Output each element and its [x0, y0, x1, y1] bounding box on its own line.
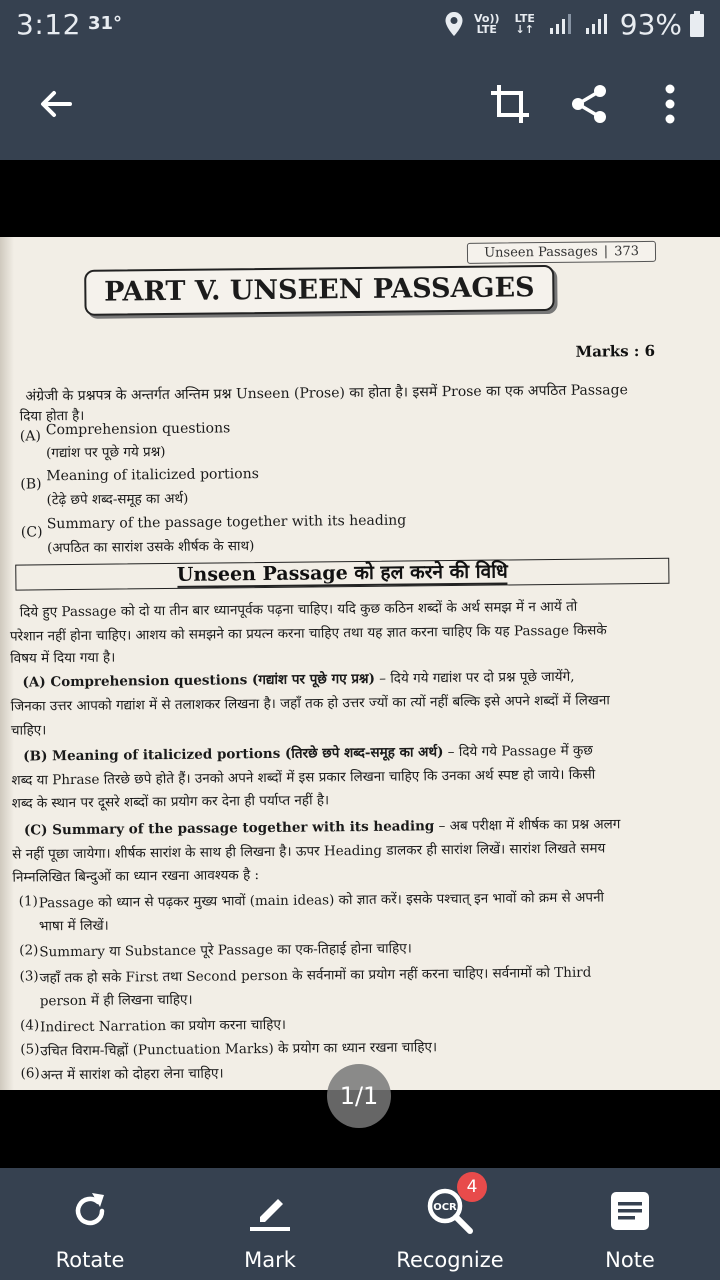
- item-a-english: Comprehension questions: [45, 420, 231, 439]
- point-2-num: (2): [19, 942, 39, 959]
- section-b-line-1: [23, 741, 593, 765]
- section-c-title: (C) Summary of the passage together with its heading: [23, 818, 435, 839]
- status-time: 3:12: [16, 8, 81, 41]
- section-b-title: (B) Meaning of italicized portions (तिरछे छपे शब्द-समूह का अर्थ): [23, 744, 444, 765]
- more-vertical-icon: [664, 84, 676, 124]
- point-3-line-2: person में ही लिखना चाहिए।: [39, 991, 193, 1010]
- running-head-title: Unseen Passages: [484, 244, 598, 261]
- item-b-hindi: (टेढ़े छपे शब्द-समूह का अर्थ): [46, 490, 189, 509]
- back-button[interactable]: [28, 76, 84, 132]
- para1-line-2: परेशान नहीं होना चाहिए। आशय को समझने का प्रयत्न करना चाहिए तथा यह ज्ञात करना चाहिए कि यह Passage किसके: [9, 622, 607, 645]
- network-type-left: Vo)) LTE: [474, 12, 500, 36]
- document-page: [0, 237, 720, 1090]
- section-a-line-1: [22, 667, 574, 691]
- para1-line-3: विषय में दिया गया है।: [10, 649, 116, 667]
- recognize-button[interactable]: [360, 1168, 540, 1280]
- point-6-num: (6): [20, 1065, 40, 1082]
- section-c-line-2: से नहीं पूछा जायेगा। शीर्षक सारांश के साथ ही लिखना है। ऊपर Heading डालकर ही सारांश लिखें। सारांश लिखते समय: [12, 840, 606, 863]
- section-b-text: – दिये गये Passage में कुछ: [443, 742, 593, 761]
- item-c-hindi: (अपठित का सारांश उसके शीर्षक के साथ): [46, 538, 255, 557]
- mark-button[interactable]: [180, 1168, 360, 1280]
- section-c-line-3: निम्नलिखित बिन्दुओं का ध्यान रखना आवश्यक है :: [12, 867, 260, 886]
- svg-text:OCR: OCR: [433, 1202, 457, 1213]
- marks-label: Marks : 6: [575, 341, 656, 361]
- point-3-num: (3): [19, 968, 39, 985]
- status-temperature: 31°: [88, 13, 123, 34]
- point-2-line-1: Summary या Substance पूरे Passage का एक-तिहाई होना चाहिए।: [39, 940, 412, 961]
- section-b-line-2: शब्द या Phrase तिरछे छपे होते हैं। उनको अपने शब्दों में इस प्रकार लिखना चाहिए कि उनका अर्थ स्पष्ट हो जाये। किसी: [11, 766, 596, 789]
- location-icon: [444, 11, 464, 37]
- bottom-toolbar: [0, 1168, 720, 1280]
- intro-line-2: दिया होता है।: [19, 407, 85, 425]
- point-5-line-1: उचित विराम-चिह्नों (Punctuation Marks) के प्रयोग का ध्यान रखना चाहिए।: [40, 1039, 438, 1060]
- item-b-english: Meaning of italicized portions: [46, 466, 259, 485]
- page-number: 373: [614, 244, 640, 260]
- para1-line-1: दिये हुए Passage को दो या तीन बार ध्यानपूर्वक पढ़ना चाहिए। यदि कुछ कठिन शब्दों के अर्थ समझ में न आयें तो: [19, 598, 578, 621]
- section-a-text: – दिये गये गद्यांश पर दो प्रश्न पूछे जायेंगे,: [374, 668, 575, 687]
- section-b-line-3: शब्द के स्थान पर दूसरे शब्दों का प्रयोग कर देना ही पर्याप्त नहीं है।: [11, 792, 330, 812]
- share-button[interactable]: [561, 76, 617, 132]
- more-menu-button[interactable]: [642, 76, 698, 132]
- section-c-line-1: [24, 814, 621, 838]
- page-indicator: 1/1: [327, 1064, 391, 1128]
- point-4-line-1: Indirect Narration का प्रयोग करना चाहिए।: [39, 1016, 287, 1036]
- method-heading-box: [15, 558, 669, 591]
- rotate-label: Rotate: [55, 1248, 125, 1272]
- item-a-marker: (A): [19, 428, 42, 445]
- signal-icon: [548, 13, 576, 35]
- share-icon: [569, 84, 609, 124]
- section-a-line-3: चाहिए।: [10, 722, 47, 739]
- status-bar: [0, 0, 720, 48]
- app-bar: [0, 48, 720, 160]
- note-button[interactable]: [540, 1168, 720, 1280]
- recognize-badge: 4: [457, 1172, 487, 1202]
- section-c-text: – अब परीक्षा में शीर्षक का प्रश्न अलग: [434, 816, 621, 835]
- crop-button[interactable]: [482, 76, 538, 132]
- status-indicators: [444, 6, 704, 42]
- document-viewer[interactable]: [0, 160, 720, 1168]
- battery-percent: 93%: [619, 7, 682, 41]
- rotate-button[interactable]: [0, 1168, 180, 1280]
- point-1-line-1: Passage को ध्यान से पढ़कर मुख्य भावों (main ideas) को ज्ञात करें। इसके पश्चात् इन भावों को क्रम से अपनी: [38, 889, 605, 912]
- recognize-label: Recognize: [396, 1248, 504, 1272]
- item-c-english: Summary of the passage together with its heading: [46, 512, 407, 533]
- point-1-num: (1): [18, 893, 38, 910]
- point-6-line-1: अन्त में सारांश को दोहरा लेना चाहिए।: [40, 1065, 224, 1084]
- point-4-num: (4): [19, 1017, 40, 1034]
- note-icon: [609, 1190, 651, 1232]
- pencil-icon: [248, 1189, 292, 1233]
- page-content: [0, 237, 720, 1090]
- network-type-right: LTE ↓↑: [514, 12, 535, 36]
- point-1-line-2: भाषा में लिखें।: [38, 917, 109, 935]
- item-a-hindi: (गद्यांश पर पूछे गये प्रश्न): [45, 444, 166, 462]
- section-a-title: (A) Comprehension questions (गद्यांश पर पूछे गए प्रश्न): [22, 670, 376, 691]
- mark-label: Mark: [244, 1248, 296, 1272]
- crop-icon: [489, 83, 531, 125]
- item-c-marker: (C): [20, 524, 43, 541]
- rotate-icon: [68, 1189, 112, 1233]
- running-head: Unseen Passages | 373: [467, 241, 656, 264]
- section-a-line-2: जिनका उत्तर आपको गद्यांश में से तलाशकर लिखना है। जहाँ तक हो उत्तर ज्यों का त्यों नहीं बल्कि इसे अपने शब्दों में लिखना: [10, 692, 610, 715]
- method-heading: Unseen Passage को हल करने की विधि: [176, 560, 508, 586]
- part-title: PART V. UNSEEN PASSAGES: [84, 265, 554, 316]
- point-5-num: (5): [20, 1041, 40, 1058]
- arrow-left-icon: [36, 84, 76, 124]
- point-3-line-1: जहाँ तक हो सके First तथा Second person के सर्वनामों का प्रयोग नहीं करना चाहिए। सर्वनामों को Third: [39, 964, 592, 987]
- battery-icon: [690, 11, 704, 37]
- item-b-marker: (B): [20, 476, 42, 493]
- signal-icon-2: [584, 13, 612, 35]
- intro-line-1: अंग्रेजी के प्रश्नपत्र के अन्तर्गत अन्तिम प्रश्न Unseen (Prose) का होता है। इसमें Prose का एक अपठित Passage: [25, 382, 628, 405]
- note-label: Note: [605, 1248, 655, 1272]
